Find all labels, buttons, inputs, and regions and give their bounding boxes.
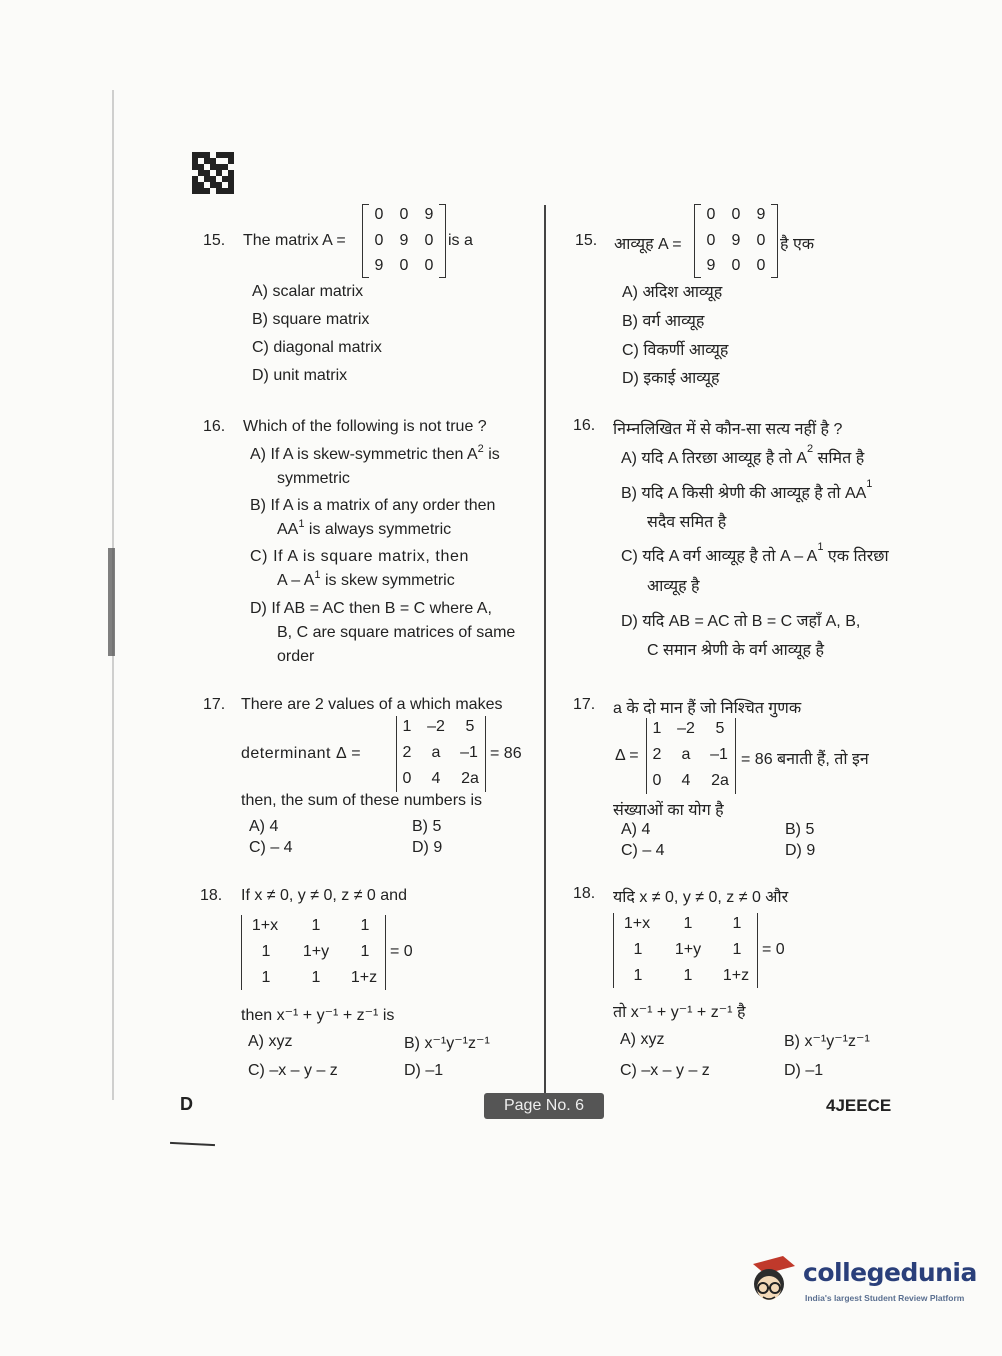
option-c: C) विकर्णी आव्यूह <box>622 342 729 359</box>
matrix-cell: 2a <box>711 772 729 789</box>
matrix-cell: 1 <box>311 969 321 986</box>
question-stem: आव्यूह A = <box>614 236 682 253</box>
option-b: B) x⁻¹y⁻¹z⁻¹ <box>404 1035 490 1052</box>
matrix-cell: 1+x <box>251 917 279 934</box>
option-c: C) –x – y – z <box>248 1062 338 1079</box>
option-b-cont: सदैव समित है <box>647 514 727 531</box>
matrix-cell: 0 <box>706 232 716 249</box>
option-a: A) यदि A तिरछा आव्यूह है तो $A^2$ समित है <box>621 443 865 467</box>
option-c-cont: आव्यूह है <box>647 578 700 595</box>
matrix-cell: 1 <box>311 917 321 934</box>
matrix-cell: 1+z <box>350 969 378 986</box>
option-b: B) 5 <box>412 818 442 835</box>
option-b: B) वर्ग आव्यूह <box>622 313 705 330</box>
qr-code <box>192 152 234 194</box>
matrix-cell: 4 <box>681 772 691 789</box>
matrix-cell: 0 <box>424 232 434 249</box>
matrix-cell: a <box>681 746 691 763</box>
matrix-cell: 2 <box>402 744 412 761</box>
matrix-cell: 1+x <box>623 915 651 932</box>
matrix-cell: 1 <box>633 941 643 958</box>
question-stem: There are 2 values of a which makes <box>241 696 503 713</box>
matrix-cell: 0 <box>374 206 384 223</box>
brand-tagline: India's largest Student Review Platform <box>805 1293 965 1303</box>
matrix-cell: –2 <box>427 718 445 735</box>
option-a: A) 4 <box>621 821 651 838</box>
question-stem-end: है एक <box>780 236 815 253</box>
matrix-cell: 1 <box>261 969 271 986</box>
matrix-cell: 1 <box>732 941 742 958</box>
matrix-cell: 1 <box>402 718 412 735</box>
question-number: 15. <box>575 232 598 249</box>
option-c: C) – 4 <box>621 842 665 859</box>
option-b: B) 5 <box>785 821 815 838</box>
matrix-cell: –2 <box>677 720 695 737</box>
matrix-cell: 0 <box>756 232 766 249</box>
option-d: D) इकाई आव्यूह <box>622 370 720 387</box>
question-number: 18. <box>573 885 596 902</box>
exam-code: 4JEECE <box>826 1096 892 1115</box>
option-a: A) scalar matrix <box>252 283 364 300</box>
matrix-cell: 0 <box>399 206 409 223</box>
det-value: = 0 <box>390 943 413 960</box>
option-a: A) If A is skew-symmetric then $A^2$ is <box>250 443 500 463</box>
option-d: D) If AB = AC then B = C where A, <box>250 600 492 617</box>
matrix-cell: –1 <box>460 744 478 761</box>
pen-mark <box>170 1142 215 1146</box>
matrix-cell: 9 <box>756 206 766 223</box>
option-c: C) –x – y – z <box>620 1062 710 1079</box>
matrix-cell: 1 <box>360 943 370 960</box>
mascot-icon <box>743 1252 801 1310</box>
option-b: B) If A is a matrix of any order then <box>250 497 496 514</box>
question-stem: a के दो मान हैं जो निश्चित गुणक <box>613 700 802 717</box>
question-stem: If x ≠ 0, y ≠ 0, z ≠ 0 and <box>241 887 407 904</box>
option-d: D) –1 <box>404 1062 444 1079</box>
page-number-badge: Page No. 6 <box>484 1093 604 1119</box>
matrix-cell: a <box>431 744 441 761</box>
question-number: 18. <box>200 887 223 904</box>
matrix-cell: 0 <box>652 772 662 789</box>
option-d-cont: B, C are square matrices of same <box>277 624 516 641</box>
matrix-cell: 1+y <box>674 941 702 958</box>
option-c: C) यदि A वर्ग आव्यूह है तो A – $A^1$ एक तिरछा <box>621 541 889 565</box>
question-stem: निम्नलिखित में से कौन-सा सत्य नहीं है ? <box>613 421 843 438</box>
option-b-cont: $AA^1$ is always symmetric <box>277 518 452 538</box>
question-number: 17. <box>573 696 596 713</box>
matrix-cell: 4 <box>431 770 441 787</box>
option-d: D) 9 <box>785 842 816 859</box>
question-stem: The matrix A = <box>243 232 346 249</box>
question-stem: यदि x ≠ 0, y ≠ 0, z ≠ 0 और <box>613 889 789 906</box>
option-b: B) square matrix <box>252 311 370 328</box>
matrix-cell: 0 <box>424 257 434 274</box>
question-number: 17. <box>203 696 226 713</box>
collegedunia-logo <box>743 1252 977 1312</box>
option-d: D) unit matrix <box>252 367 348 384</box>
det-value: = 86 बनाती हैं, तो इन <box>741 751 869 768</box>
set-mark: D <box>180 1094 193 1114</box>
option-a: A) xyz <box>248 1033 293 1050</box>
option-c: C) If A is square matrix, then <box>250 548 469 565</box>
option-d: D) यदि AB = AC तो B = C जहाँ A, B, <box>621 613 861 630</box>
matrix-cell: 9 <box>399 232 409 249</box>
option-c-cont: A – $A^1$ is skew symmetric <box>277 569 455 589</box>
matrix-cell: 5 <box>715 720 725 737</box>
matrix-cell: 1+z <box>722 967 750 984</box>
matrix-cell: 5 <box>465 718 475 735</box>
question-stem-end: संख्याओं का योग है <box>613 802 724 819</box>
matrix-cell: 0 <box>731 257 741 274</box>
matrix-cell: 1 <box>683 967 693 984</box>
question-stem-end: तो x⁻¹ + y⁻¹ + z⁻¹ है <box>613 1004 746 1021</box>
option-a: A) 4 <box>249 818 279 835</box>
matrix-cell: 1+y <box>302 943 330 960</box>
question-stem-end: then, the sum of these numbers is <box>241 792 483 809</box>
matrix-cell: 0 <box>731 206 741 223</box>
det-value: = 0 <box>762 941 785 958</box>
matrix-cell: 1 <box>732 915 742 932</box>
option-b: B) यदि A किसी श्रेणी की आव्यूह है तो $AA^1$ <box>621 478 873 502</box>
det-label: Δ = <box>615 747 639 764</box>
option-c: C) diagonal matrix <box>252 339 382 356</box>
question-stem-end: then x⁻¹ + y⁻¹ + z⁻¹ is <box>241 1007 395 1024</box>
option-d-cont: C समान श्रेणी के वर्ग आव्यूह है <box>647 642 824 659</box>
option-a: A) xyz <box>620 1031 665 1048</box>
matrix-cell: 0 <box>399 257 409 274</box>
matrix-cell: 9 <box>424 206 434 223</box>
question-stem-end: is a <box>448 232 473 249</box>
matrix-cell: 0 <box>402 770 412 787</box>
matrix-cell: 1 <box>261 943 271 960</box>
matrix-cell: 1 <box>683 915 693 932</box>
matrix-cell: 1 <box>652 720 662 737</box>
question-stem: Which of the following is not true ? <box>243 418 487 435</box>
binding-mark <box>108 548 115 656</box>
det-label: determinant Δ = <box>241 745 362 762</box>
det-value: = 86 <box>490 745 522 762</box>
matrix-cell: 2a <box>461 770 479 787</box>
brand-name: collegedunia <box>803 1258 977 1287</box>
matrix-cell: 9 <box>706 257 716 274</box>
matrix-cell: 0 <box>756 257 766 274</box>
option-d-cont: order <box>277 648 315 665</box>
option-c: C) – 4 <box>249 839 293 856</box>
option-a: A) अदिश आव्यूह <box>622 284 723 301</box>
option-a-cont: symmetric <box>277 470 350 487</box>
question-number: 16. <box>203 418 226 435</box>
matrix-cell: 2 <box>652 746 662 763</box>
option-b: B) x⁻¹y⁻¹z⁻¹ <box>784 1033 870 1050</box>
matrix-cell: 0 <box>374 232 384 249</box>
option-d: D) –1 <box>784 1062 824 1079</box>
column-divider <box>544 205 546 1095</box>
matrix-cell: 9 <box>731 232 741 249</box>
question-number: 15. <box>203 232 226 249</box>
matrix-cell: 9 <box>374 257 384 274</box>
matrix-cell: 1 <box>633 967 643 984</box>
matrix-cell: –1 <box>710 746 728 763</box>
question-number: 16. <box>573 417 596 434</box>
option-d: D) 9 <box>412 839 443 856</box>
matrix-cell: 0 <box>706 206 716 223</box>
matrix-cell: 1 <box>360 917 370 934</box>
